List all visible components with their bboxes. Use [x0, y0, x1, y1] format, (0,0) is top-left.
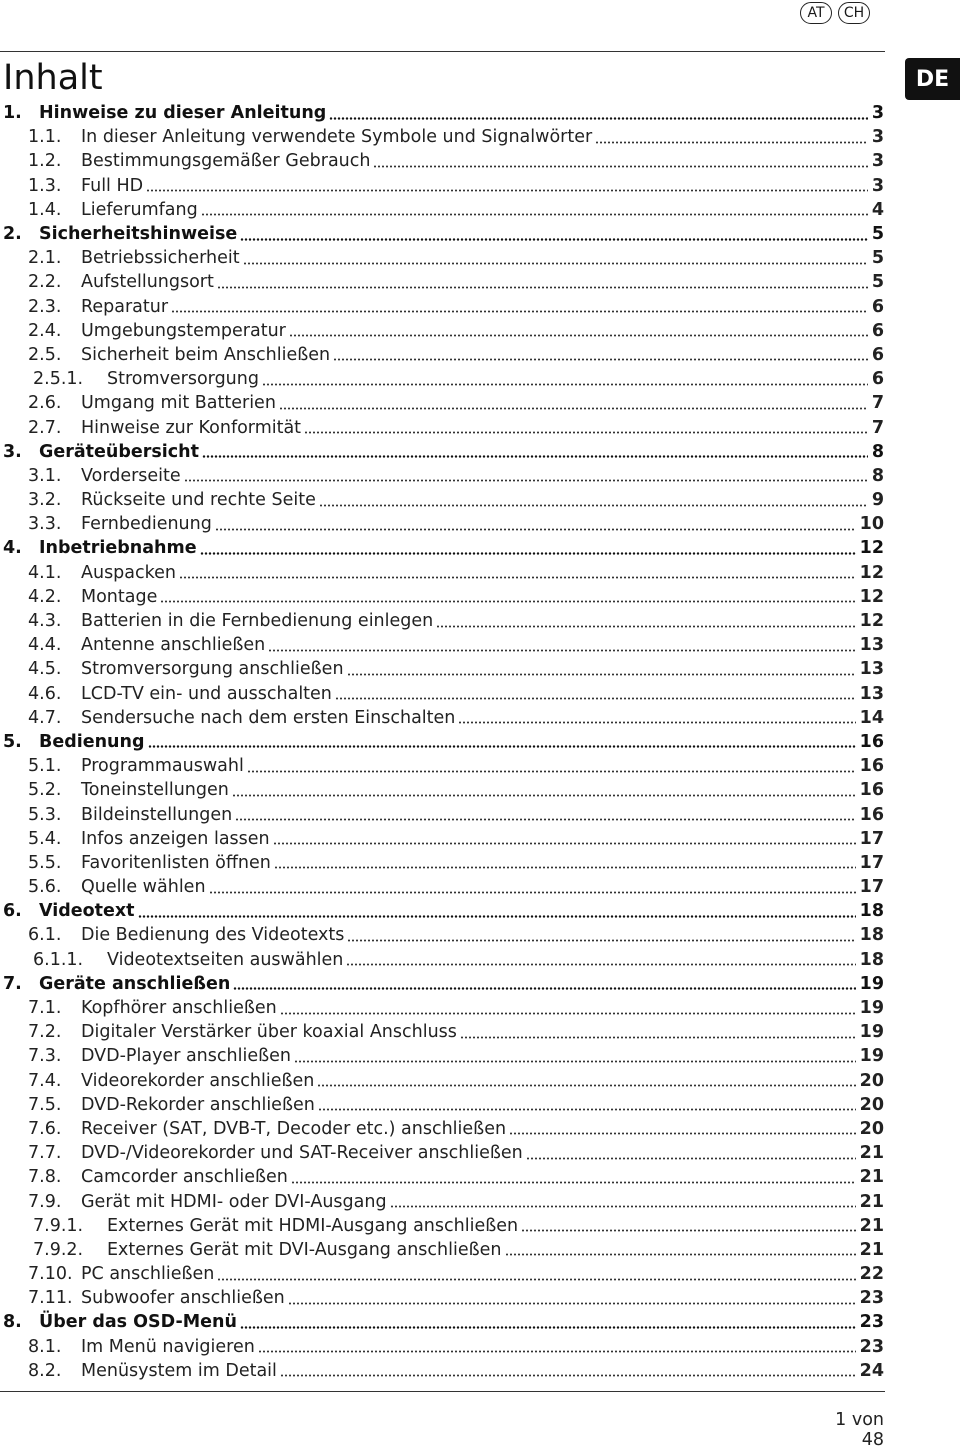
toc-entry[interactable]: [0, 633, 884, 657]
toc-entry[interactable]: [0, 778, 884, 802]
toc-dot-leader: [280, 1012, 856, 1015]
toc-entry-page: 18: [859, 925, 884, 946]
toc-entry-page: 6: [871, 296, 884, 317]
toc-dot-leader: [262, 383, 868, 386]
toc-entry-number: 3.3.: [28, 514, 62, 535]
toc-entry-page: 24: [859, 1360, 884, 1381]
toc-entry[interactable]: [0, 440, 884, 464]
toc-dot-leader: [595, 141, 868, 144]
toc-entry-number: 7.3.: [28, 1046, 62, 1067]
toc-entry-number: 5.5.: [28, 852, 62, 873]
toc-entry-number: 8.1.: [28, 1336, 62, 1357]
table-of-contents: [0, 101, 884, 1383]
toc-dot-leader: [240, 1326, 856, 1329]
toc-entry-page: 23: [859, 1336, 884, 1357]
toc-entry-page: 16: [859, 731, 884, 752]
toc-entry-number: 4.5.: [28, 659, 62, 680]
toc-entry-title: Aufstellungsort: [81, 272, 214, 293]
toc-entry[interactable]: [0, 851, 884, 875]
toc-entry[interactable]: [0, 488, 884, 512]
footer-divider: [0, 1391, 885, 1392]
toc-entry-title: Montage: [81, 586, 158, 607]
toc-entry-title: Batterien in die Fernbedienung einlegen: [81, 611, 434, 632]
toc-entry-title: Sicherheit beim Anschließen: [81, 344, 331, 365]
toc-entry-number: 5.: [3, 731, 22, 752]
toc-dot-leader: [390, 1205, 856, 1208]
toc-entry-page: 5: [871, 224, 884, 245]
toc-dot-leader: [346, 963, 855, 966]
toc-dot-leader: [318, 1108, 856, 1111]
toc-entry-page: 21: [859, 1239, 884, 1260]
language-tab: DE: [905, 58, 960, 100]
toc-entry-title: Externes Gerät mit DVI-Ausgang anschließen: [107, 1239, 502, 1260]
toc-entry-title: Full HD: [81, 175, 144, 196]
toc-entry-page: 16: [859, 780, 884, 801]
toc-entry-number: 6.: [3, 901, 22, 922]
toc-entry-page: 23: [859, 1288, 884, 1309]
toc-entry-title: Geräteübersicht: [39, 441, 200, 462]
toc-dot-leader: [294, 1060, 856, 1063]
toc-entry-title: LCD-TV ein- und ausschalten: [81, 683, 332, 704]
toc-entry-page: 19: [859, 998, 884, 1019]
toc-entry-page: 12: [859, 611, 884, 632]
toc-entry-title: Rückseite und rechte Seite: [81, 490, 316, 511]
toc-entry-title: Menüsystem im Detail: [81, 1360, 277, 1381]
toc-entry-number: 8.: [3, 1312, 22, 1333]
toc-dot-leader: [289, 334, 868, 337]
header-divider: [0, 51, 885, 52]
toc-dot-leader: [329, 117, 867, 120]
toc-entry-page: 17: [859, 877, 884, 898]
toc-entry-page: 7: [871, 393, 884, 414]
toc-entry-number: 4.3.: [28, 611, 62, 632]
toc-dot-leader: [201, 213, 868, 216]
toc-entry[interactable]: [0, 101, 884, 125]
toc-entry-page: 3: [871, 127, 884, 148]
toc-entry-title: Externes Gerät mit HDMI-Ausgang anschließen: [107, 1215, 519, 1236]
toc-entry-page: 17: [859, 828, 884, 849]
toc-entry-title: Reparatur: [81, 296, 169, 317]
toc-entry-page: 12: [859, 586, 884, 607]
toc-entry[interactable]: [0, 706, 884, 730]
toc-entry-number: 1.: [3, 103, 22, 124]
toc-entry-page: 19: [859, 1046, 884, 1067]
toc-entry[interactable]: [0, 585, 884, 609]
toc-entry[interactable]: [0, 1335, 884, 1359]
toc-entry-number: 7.: [3, 973, 22, 994]
toc-entry-page: 16: [859, 804, 884, 825]
toc-entry-title: Die Bedienung des Videotexts: [81, 925, 345, 946]
toc-dot-leader: [460, 1036, 856, 1039]
toc-dot-leader: [243, 262, 868, 265]
toc-entry-page: 13: [859, 635, 884, 656]
toc-entry[interactable]: [0, 875, 884, 899]
toc-entry-number: 6.1.1.: [33, 949, 84, 970]
toc-entry-number: 4.1.: [28, 562, 62, 583]
toc-entry[interactable]: [0, 1141, 884, 1165]
toc-entry-page: 18: [859, 901, 884, 922]
toc-entry-title: Inbetriebnahme: [39, 538, 197, 559]
toc-dot-leader: [171, 310, 868, 313]
toc-entry-number: 2.1.: [28, 248, 62, 269]
toc-entry[interactable]: [0, 827, 884, 851]
toc-entry-number: 2.5.1.: [33, 369, 84, 390]
toc-entry-number: 2.2.: [28, 272, 62, 293]
toc-dot-leader: [436, 625, 855, 628]
toc-dot-leader: [304, 431, 868, 434]
toc-entry-number: 7.9.2.: [33, 1239, 84, 1260]
toc-dot-leader: [146, 189, 868, 192]
toc-entry[interactable]: [0, 222, 884, 246]
toc-entry-number: 5.3.: [28, 804, 62, 825]
toc-entry[interactable]: [0, 343, 884, 367]
toc-dot-leader: [233, 987, 855, 990]
toc-entry-title: DVD-Rekorder anschließen: [81, 1094, 315, 1115]
toc-entry-number: 4.7.: [28, 707, 62, 728]
toc-dot-leader: [209, 891, 856, 894]
toc-entry[interactable]: [0, 609, 884, 633]
toc-entry-page: 6: [871, 369, 884, 390]
toc-entry-title: Umgebungstemperatur: [81, 320, 286, 341]
toc-entry-title: Antenne anschließen: [81, 635, 266, 656]
toc-entry-page: 9: [871, 490, 884, 511]
toc-entry-page: 8: [871, 465, 884, 486]
toc-entry-number: 2.: [3, 224, 22, 245]
toc-entry-title: In dieser Anleitung verwendete Symbole und Signalwörter: [81, 127, 593, 148]
toc-entry-number: 5.2.: [28, 780, 62, 801]
toc-entry[interactable]: [0, 1189, 884, 1213]
toc-entry-page: 5: [871, 272, 884, 293]
toc-entry-number: 7.11.: [28, 1288, 73, 1309]
toc-entry-number: 4.2.: [28, 586, 62, 607]
toc-dot-leader: [373, 165, 867, 168]
toc-entry[interactable]: [0, 295, 884, 319]
toc-dot-leader: [273, 842, 856, 845]
toc-dot-leader: [200, 552, 856, 555]
toc-entry[interactable]: [0, 1286, 884, 1310]
toc-entry[interactable]: [0, 270, 884, 294]
toc-entry[interactable]: [0, 996, 884, 1020]
toc-entry-title: Quelle wählen: [81, 877, 206, 898]
toc-entry-number: 1.3.: [28, 175, 62, 196]
toc-entry-title: Geräte anschließen: [39, 973, 231, 994]
toc-entry-number: 1.1.: [28, 127, 62, 148]
toc-entry-page: 6: [871, 344, 884, 365]
toc-entry-title: Infos anzeigen lassen: [81, 828, 270, 849]
toc-entry[interactable]: [0, 730, 884, 754]
toc-dot-leader: [509, 1132, 856, 1135]
toc-entry-page: 6: [871, 320, 884, 341]
toc-dot-leader: [184, 479, 868, 482]
toc-entry-title: Bildeinstellungen: [81, 804, 233, 825]
toc-entry-number: 5.4.: [28, 828, 62, 849]
toc-dot-leader: [347, 673, 856, 676]
toc-dot-leader: [280, 1374, 856, 1377]
toc-entry-number: 4.4.: [28, 635, 62, 656]
toc-entry-page: 12: [859, 538, 884, 559]
toc-entry-page: 7: [871, 417, 884, 438]
toc-entry-title: Stromversorgung anschließen: [81, 659, 344, 680]
toc-entry-title: Im Menü navigieren: [81, 1336, 255, 1357]
toc-entry-title: Lieferumfang: [81, 199, 198, 220]
toc-entry[interactable]: [0, 1165, 884, 1189]
country-badge-ch: CH: [838, 2, 870, 24]
toc-entry[interactable]: [0, 512, 884, 536]
toc-entry[interactable]: [0, 657, 884, 681]
toc-entry-title: Stromversorgung: [107, 369, 259, 390]
toc-entry-page: 21: [859, 1143, 884, 1164]
toc-entry-title: DVD-/Videorekorder und SAT-Receiver anschließen: [81, 1143, 523, 1164]
toc-entry[interactable]: [0, 1093, 884, 1117]
toc-dot-leader: [247, 770, 856, 773]
toc-entry[interactable]: [0, 1069, 884, 1093]
toc-entry-number: 5.1.: [28, 756, 62, 777]
toc-entry-page: 21: [859, 1215, 884, 1236]
toc-entry-page: 17: [859, 852, 884, 873]
toc-dot-leader: [232, 794, 856, 797]
toc-dot-leader: [215, 528, 856, 531]
toc-entry-title: Toneinstellungen: [81, 780, 229, 801]
toc-entry-page: 19: [859, 973, 884, 994]
toc-entry-page: 3: [871, 103, 884, 124]
toc-entry[interactable]: [0, 1359, 884, 1383]
toc-entry-number: 6.1.: [28, 925, 62, 946]
toc-entry-title: Sicherheitshinweise: [39, 224, 238, 245]
toc-entry-number: 2.5.: [28, 344, 62, 365]
toc-entry-title: Subwoofer anschließen: [81, 1288, 285, 1309]
toc-entry[interactable]: [0, 754, 884, 778]
toc-entry-number: 7.9.1.: [33, 1215, 84, 1236]
toc-entry-page: 3: [871, 151, 884, 172]
toc-dot-leader: [505, 1253, 856, 1256]
toc-dot-leader: [217, 286, 868, 289]
toc-entry[interactable]: [0, 923, 884, 947]
toc-entry[interactable]: [0, 464, 884, 488]
toc-entry[interactable]: [0, 391, 884, 415]
toc-dot-leader: [458, 721, 855, 724]
toc-dot-leader: [202, 455, 868, 458]
toc-entry-number: 3.1.: [28, 465, 62, 486]
toc-entry-page: 3: [871, 175, 884, 196]
toc-entry-page: 23: [859, 1312, 884, 1333]
toc-entry-title: Programmauswahl: [81, 756, 244, 777]
toc-entry[interactable]: [0, 536, 884, 560]
toc-entry[interactable]: [0, 682, 884, 706]
toc-dot-leader: [333, 358, 868, 361]
toc-entry-number: 7.9.: [28, 1191, 62, 1212]
toc-dot-leader: [258, 1350, 856, 1353]
page-number: 1 von 48: [835, 1410, 884, 1450]
toc-entry-title: Vorderseite: [81, 465, 181, 486]
toc-entry-page: 19: [859, 1022, 884, 1043]
toc-entry[interactable]: [0, 948, 884, 972]
toc-entry-number: 7.2.: [28, 1022, 62, 1043]
toc-entry-title: Hinweise zur Konformität: [81, 417, 302, 438]
toc-entry-number: 2.3.: [28, 296, 62, 317]
toc-entry-number: 7.5.: [28, 1094, 62, 1115]
toc-entry-number: 7.6.: [28, 1118, 62, 1139]
toc-entry-number: 2.4.: [28, 320, 62, 341]
toc-dot-leader: [138, 915, 856, 918]
toc-entry-page: 20: [859, 1118, 884, 1139]
toc-entry-title: Favoritenlisten öffnen: [81, 852, 271, 873]
toc-entry-title: Fernbedienung: [81, 514, 212, 535]
toc-entry[interactable]: [0, 198, 884, 222]
toc-entry-number: 4.: [3, 538, 22, 559]
toc-dot-leader: [317, 1084, 855, 1087]
toc-dot-leader: [235, 818, 855, 821]
toc-entry-number: 7.7.: [28, 1143, 62, 1164]
toc-entry-number: 8.2.: [28, 1360, 62, 1381]
toc-dot-leader: [526, 1157, 856, 1160]
toc-dot-leader: [240, 238, 868, 241]
toc-dot-leader: [521, 1229, 856, 1232]
toc-entry-title: PC anschließen: [81, 1264, 215, 1285]
toc-entry-page: 13: [859, 659, 884, 680]
toc-dot-leader: [179, 576, 856, 579]
toc-entry-number: 2.6.: [28, 393, 62, 414]
toc-entry-page: 5: [871, 248, 884, 269]
toc-entry-number: 5.6.: [28, 877, 62, 898]
toc-entry[interactable]: [0, 367, 884, 391]
toc-entry-title: Videotext: [39, 901, 135, 922]
toc-entry-number: 3.: [3, 441, 22, 462]
toc-entry[interactable]: [0, 1238, 884, 1262]
toc-entry[interactable]: [0, 174, 884, 198]
toc-entry-page: 8: [871, 441, 884, 462]
country-badge-at: AT: [800, 2, 832, 24]
toc-entry-title: Auspacken: [81, 562, 177, 583]
toc-entry-page: 14: [859, 707, 884, 728]
toc-dot-leader: [288, 1302, 856, 1305]
toc-dot-leader: [148, 745, 856, 748]
toc-entry-number: 4.6.: [28, 683, 62, 704]
toc-dot-leader: [335, 697, 856, 700]
toc-entry-number: 3.2.: [28, 490, 62, 511]
toc-entry-title: Gerät mit HDMI- oder DVI-Ausgang: [81, 1191, 387, 1212]
toc-entry-title: Receiver (SAT, DVB-T, Decoder etc.) anschließen: [81, 1118, 507, 1139]
toc-entry-page: 10: [859, 514, 884, 535]
toc-entry-title: Hinweise zu dieser Anleitung: [39, 103, 327, 124]
toc-entry-title: Kopfhörer anschließen: [81, 998, 277, 1019]
toc-entry-title: Digitaler Verstärker über koaxial Anschluss: [81, 1022, 457, 1043]
toc-entry-page: 18: [859, 949, 884, 970]
toc-entry-title: Bedienung: [39, 731, 145, 752]
toc-entry-title: Bestimmungsgemäßer Gebrauch: [81, 151, 371, 172]
toc-entry-title: Betriebssicherheit: [81, 248, 240, 269]
toc-entry-title: Videotextseiten auswählen: [107, 949, 344, 970]
toc-entry-page: 16: [859, 756, 884, 777]
toc-entry-number: 1.2.: [28, 151, 62, 172]
toc-entry[interactable]: [0, 972, 884, 996]
toc-entry-page: 13: [859, 683, 884, 704]
toc-dot-leader: [217, 1278, 855, 1281]
toc-entry[interactable]: [0, 802, 884, 826]
toc-entry[interactable]: [0, 1262, 884, 1286]
toc-entry-page: 20: [859, 1070, 884, 1091]
toc-entry[interactable]: [0, 561, 884, 585]
toc-entry[interactable]: [0, 899, 884, 923]
toc-entry[interactable]: [0, 319, 884, 343]
toc-entry-title: Über das OSD-Menü: [39, 1312, 237, 1333]
toc-dot-leader: [274, 866, 856, 869]
toc-entry-number: 7.1.: [28, 998, 62, 1019]
toc-dot-leader: [319, 504, 868, 507]
toc-entry[interactable]: [0, 125, 884, 149]
toc-entry[interactable]: [0, 415, 884, 439]
toc-entry-page: 20: [859, 1094, 884, 1115]
toc-dot-leader: [160, 600, 855, 603]
toc-dot-leader: [347, 939, 855, 942]
toc-entry-title: DVD-Player anschließen: [81, 1046, 291, 1067]
toc-entry-title: Camcorder anschließen: [81, 1167, 288, 1188]
toc-entry-page: 22: [859, 1264, 884, 1285]
toc-entry-page: 4: [871, 199, 884, 220]
toc-entry[interactable]: [0, 1044, 884, 1068]
toc-entry-number: 7.8.: [28, 1167, 62, 1188]
toc-entry-page: 12: [859, 562, 884, 583]
toc-entry-number: 7.10.: [28, 1264, 73, 1285]
toc-dot-leader: [279, 407, 868, 410]
country-badges: [800, 2, 870, 24]
toc-entry-title: Umgang mit Batterien: [81, 393, 276, 414]
toc-entry-page: 21: [859, 1191, 884, 1212]
toc-dot-leader: [268, 649, 855, 652]
page-title: Inhalt: [3, 58, 103, 98]
toc-entry[interactable]: [0, 1020, 884, 1044]
toc-entry[interactable]: [0, 1117, 884, 1141]
toc-entry-number: 2.7.: [28, 417, 62, 438]
toc-entry[interactable]: [0, 246, 884, 270]
toc-entry-number: 1.4.: [28, 199, 62, 220]
toc-dot-leader: [291, 1181, 856, 1184]
toc-entry[interactable]: [0, 1214, 884, 1238]
toc-entry-number: 7.4.: [28, 1070, 62, 1091]
toc-entry-title: Sendersuche nach dem ersten Einschalten: [81, 707, 456, 728]
toc-entry[interactable]: [0, 149, 884, 173]
toc-entry[interactable]: [0, 1310, 884, 1334]
toc-entry-page: 21: [859, 1167, 884, 1188]
toc-entry-title: Videorekorder anschließen: [81, 1070, 315, 1091]
